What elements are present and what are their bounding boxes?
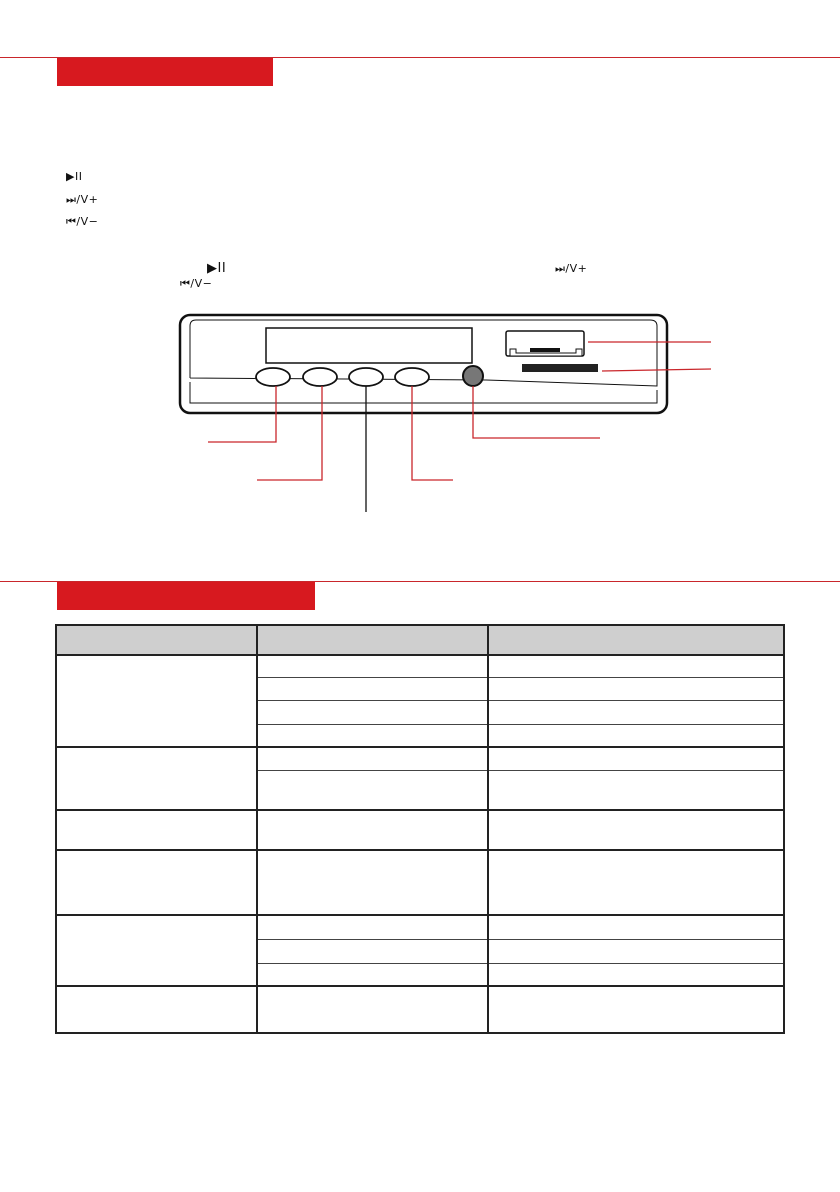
table-row [56, 810, 784, 850]
display-window [266, 328, 472, 363]
legend-prev-vol-down: ⏮/V− [66, 215, 99, 228]
table-row [56, 986, 784, 1033]
aux-jack [463, 366, 483, 386]
legend-next-vol-up: ⏭/V+ [66, 193, 99, 206]
button-1 [256, 368, 290, 386]
group-cell [56, 810, 257, 850]
diagram-label-next-vol-up: ⏭/V+ [555, 262, 588, 275]
group-cell [56, 915, 257, 986]
legend-play-pause: ▶II [66, 170, 83, 183]
table-cell [488, 939, 784, 963]
header-col-3 [488, 625, 784, 655]
table-cell [257, 747, 488, 770]
group-cell [56, 986, 257, 1033]
table-cell [257, 677, 488, 700]
button-3 [349, 368, 383, 386]
section-banner-controls [57, 58, 273, 86]
table-cell [257, 810, 488, 850]
table-cell [488, 963, 784, 986]
table-cell [488, 700, 784, 724]
table-cell [488, 986, 784, 1033]
button-2 [303, 368, 337, 386]
button-4 [395, 368, 429, 386]
table-row [56, 915, 784, 939]
section-banner-specifications [57, 582, 315, 610]
header-col-1 [56, 625, 257, 655]
table-row [56, 655, 784, 677]
table-cell [257, 700, 488, 724]
spec-table-header [56, 625, 784, 655]
table-row [56, 850, 784, 915]
table-cell [488, 677, 784, 700]
table-cell [257, 986, 488, 1033]
table-cell [257, 724, 488, 747]
sd-card-slot [522, 364, 598, 372]
group-cell [56, 850, 257, 915]
usb-port [506, 331, 584, 356]
table-cell [488, 915, 784, 939]
table-cell [488, 747, 784, 770]
table-cell [488, 810, 784, 850]
table-cell [257, 770, 488, 810]
spec-table [55, 624, 785, 1034]
group-cell [56, 655, 257, 747]
table-row [56, 747, 784, 770]
group-cell [56, 747, 257, 810]
table-cell [257, 850, 488, 915]
diagram-label-prev-vol-down: ⏮/V− [180, 277, 213, 290]
table-cell [257, 915, 488, 939]
table-cell [257, 939, 488, 963]
table-cell [488, 724, 784, 747]
table-cell [257, 963, 488, 986]
header-col-2 [257, 625, 488, 655]
table-cell [488, 655, 784, 677]
table-cell [488, 770, 784, 810]
front-panel-diagram [150, 298, 730, 518]
diagram-label-play-pause: ▶II [207, 261, 227, 276]
table-cell [488, 850, 784, 915]
table-cell [257, 655, 488, 677]
